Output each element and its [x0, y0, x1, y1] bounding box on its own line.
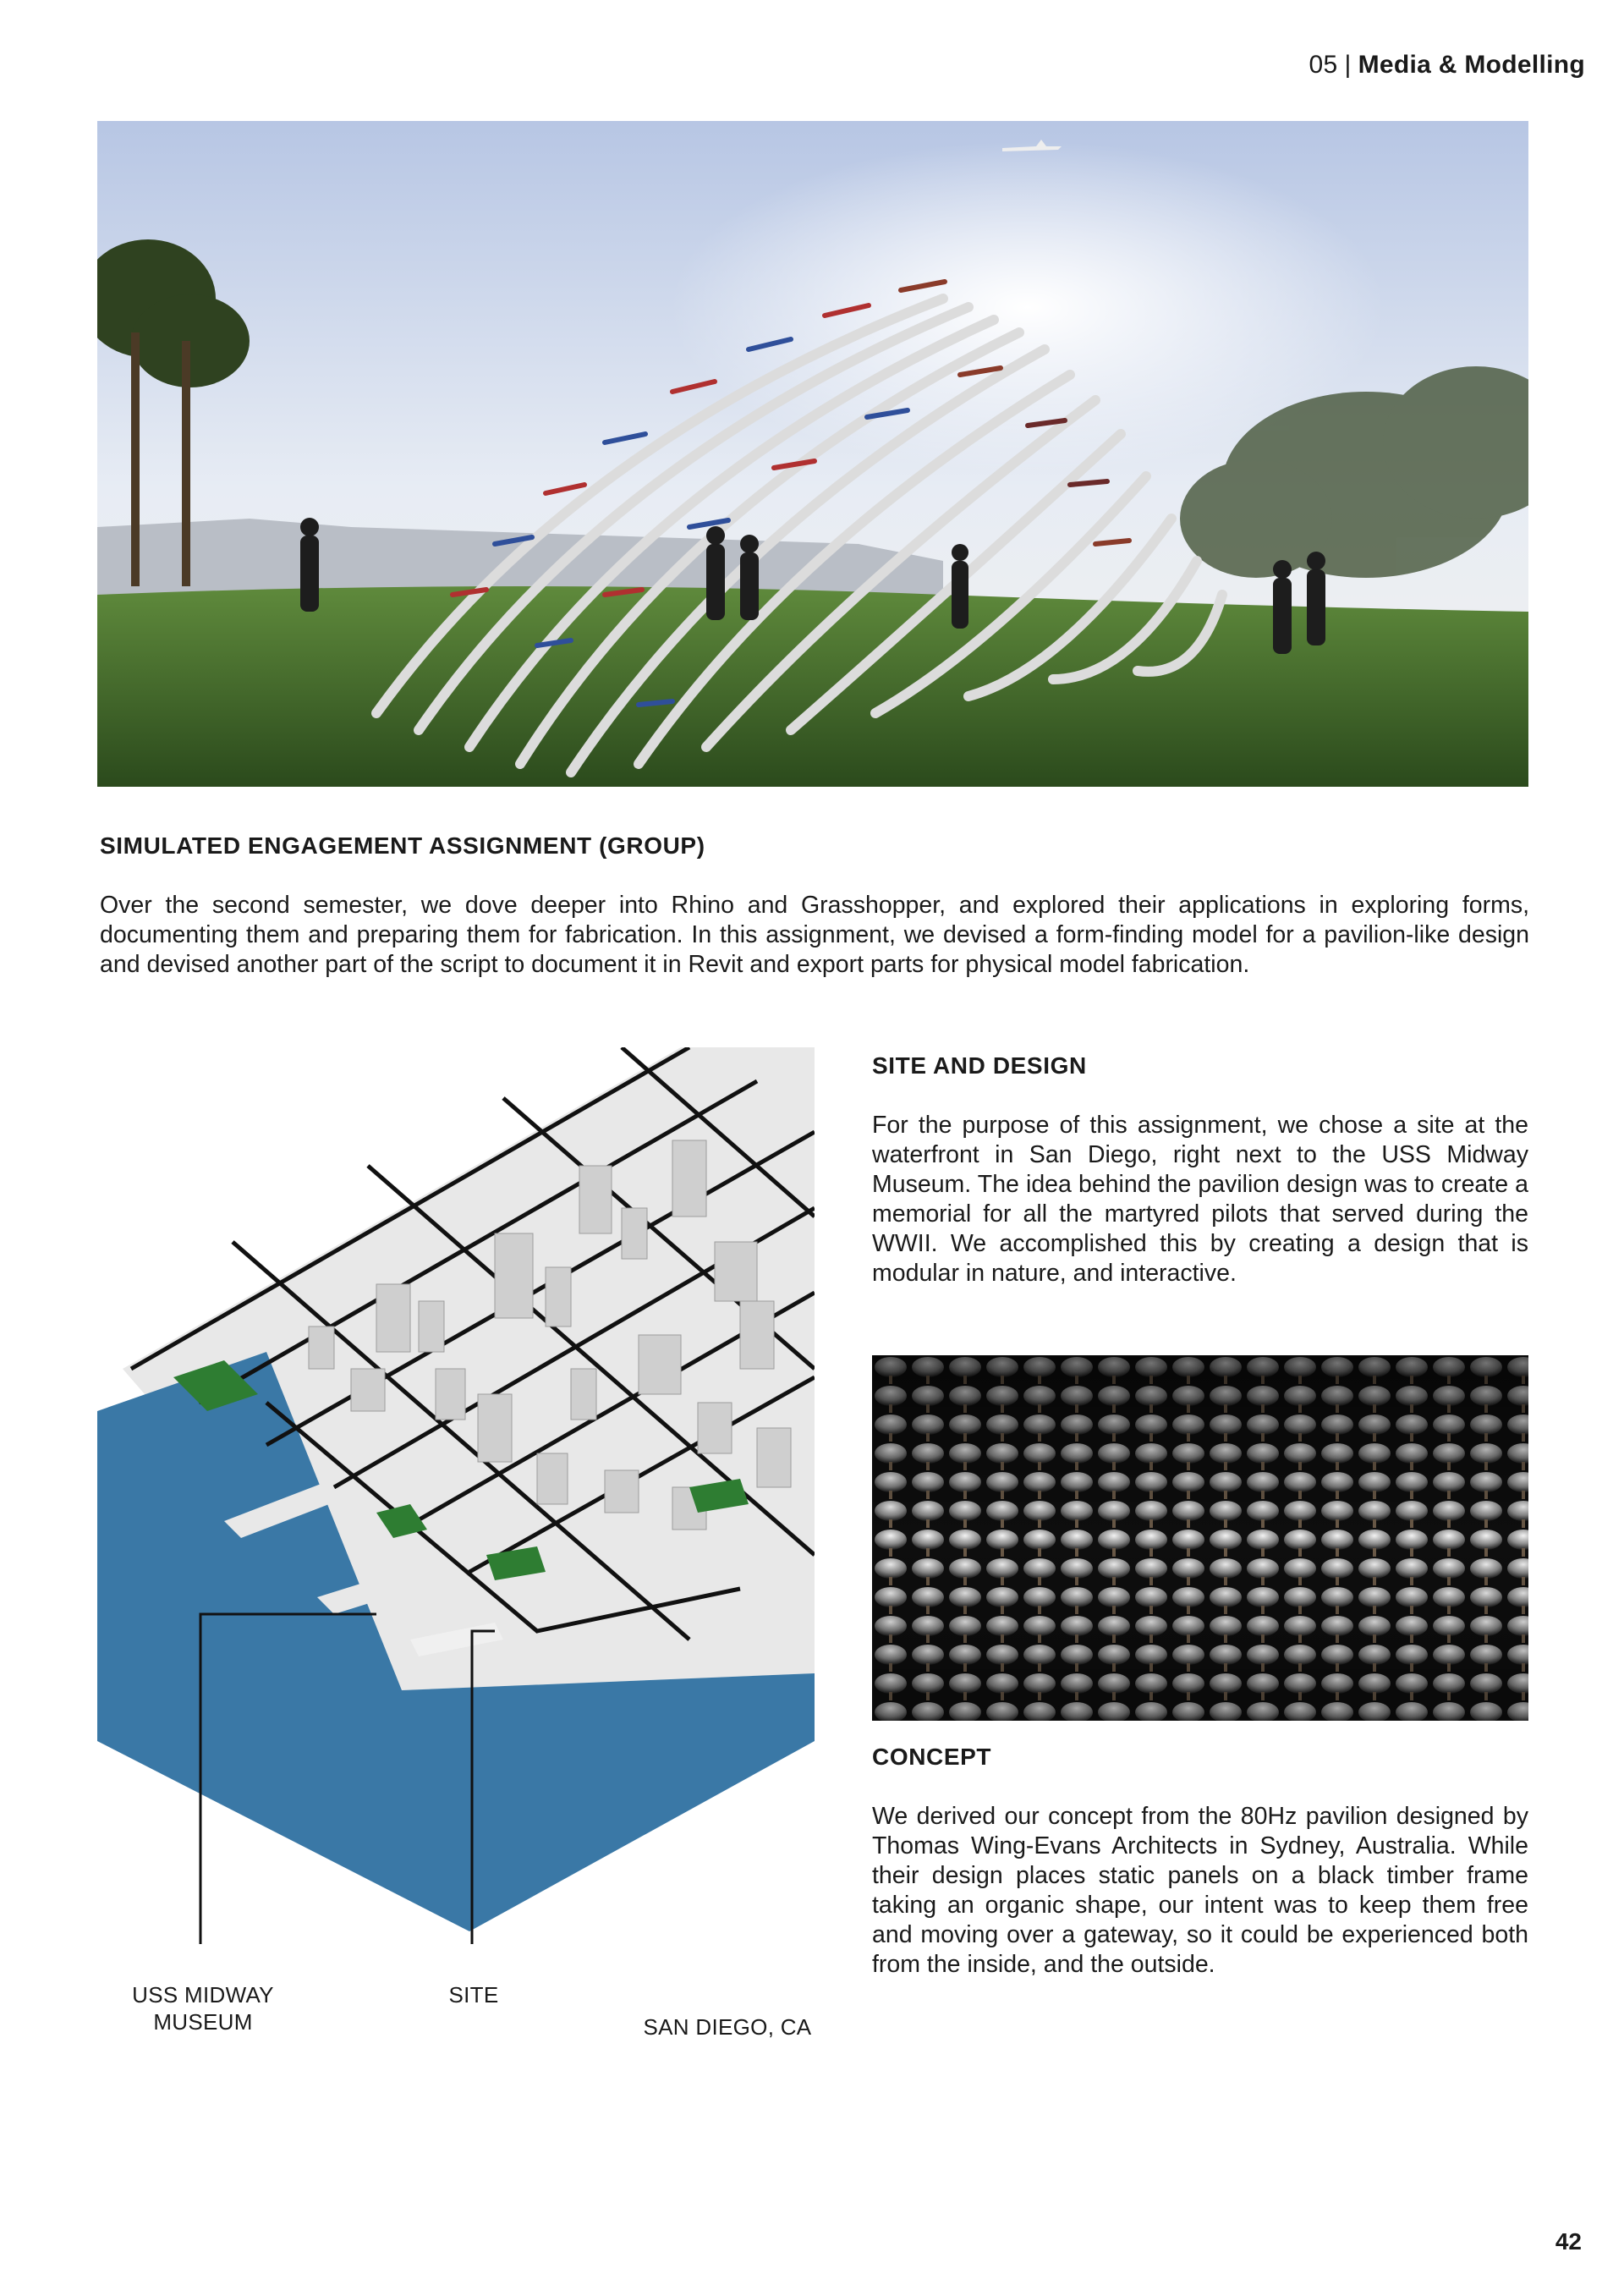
section-number: 05 [1309, 51, 1338, 79]
concept-paragraph: We derived our concept from the 80Hz pavilion designed by Thomas Wing-Evans Architects in Sydney, Australia. While their design places static panels on a black timber frame taking an organic shape, our intent was to keep them free and moving over a gateway, so it could be experienced both from the inside, and the outside. [872, 1803, 1528, 1978]
section-title: Media & Modelling [1358, 51, 1585, 79]
site-design-paragraph: For the purpose of this assignment, we chose a site at the waterfront in San Diego, right next to the USS Midway Museum. The idea behind the pavilion design was to create a memorial for all the martyred pilots that served during the WWII. We accomplished this by creating a design that is modular in nature, and interactive. [872, 1112, 1528, 1287]
label-uss-midway-museum: USS MIDWAY MUSEUM [132, 1982, 274, 2035]
assignment-paragraph: Over the second semester, we dove deeper into Rhino and Grasshopper, and explored their applications in exploring forms, documenting them and preparing them for fabrication. In this assignment, we devised a form-finding model for a pavilion-like design and devised another part of the script to document it in Revit and export parts for physical model fabrication. [100, 892, 1529, 978]
pavilion-render-image [97, 121, 1528, 787]
panel-texture-image [872, 1355, 1528, 1721]
site-design-heading: SITE AND DESIGN [872, 1052, 1087, 1079]
pavilion-render-svg [97, 121, 1528, 787]
concept-heading: CONCEPT [872, 1744, 992, 1770]
label-san-diego: SAN DIEGO, CA [643, 2014, 812, 2040]
label-site: SITE [448, 1982, 499, 2008]
page-header [1309, 51, 1585, 80]
panel-texture-svg [872, 1355, 1528, 1721]
isometric-map-svg [97, 1047, 815, 1944]
assignment-heading: SIMULATED ENGAGEMENT ASSIGNMENT (GROUP) [100, 832, 705, 859]
san-diego-map-image [97, 1047, 815, 1944]
header-separator: | [1344, 51, 1352, 79]
page-number: 42 [1555, 2228, 1582, 2255]
